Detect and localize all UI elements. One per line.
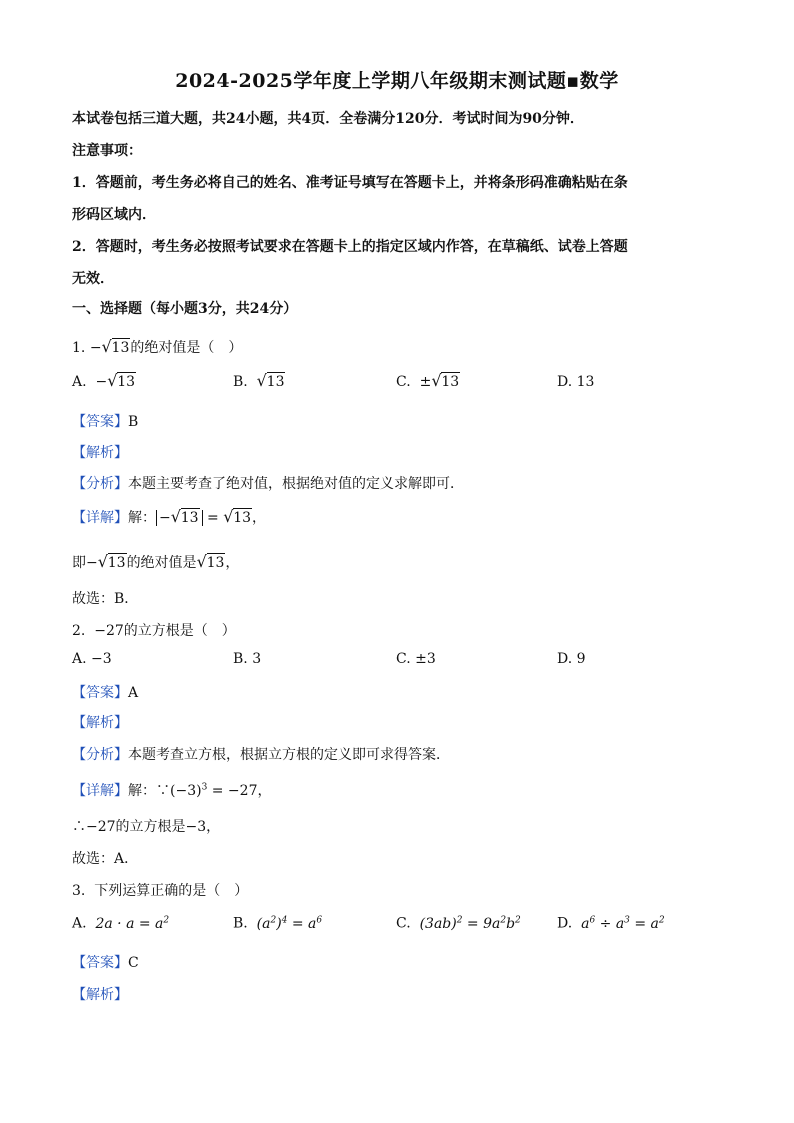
q2-detail-line-2: ∴−27的立方根是−3， <box>72 819 221 835</box>
notice-1-line-2: 形码区域内． <box>72 207 156 223</box>
q1-detail-line-2: 即−√ 13的绝对值是√ 13， <box>72 552 239 572</box>
q3-option-b: B. $(a^2)^4 = a^6$ <box>233 915 323 932</box>
q3-analysis-label: 【解析】 <box>72 987 128 1003</box>
q2-option-b: B. 3 <box>233 651 262 667</box>
q2-detail: 【详解】解：$\because(-3)^3 = -27$， <box>72 782 272 799</box>
notice-2-line-1: 2．答题时，考生务必按照考试要求在答题卡上的指定区域内作答，在草稿纸、试卷上答题 <box>72 239 628 255</box>
q2-option-a: A. −3 <box>72 651 112 667</box>
section-heading-choice: 一、选择题（每小题3分，共24分） <box>72 301 298 317</box>
question-1-stem: 1. −√ 13的绝对值是（ ） <box>72 337 242 357</box>
q1-option-a: A. −√ 13 <box>72 374 136 390</box>
q1-option-b: B. √ 13 <box>233 374 285 390</box>
q3-option-d: D. $a^6 \div a^3 = a^2$ <box>557 915 665 932</box>
q2-option-d: D. 9 <box>557 651 586 667</box>
notice-1-line-1: 1．答题前，考生务必将自己的姓名、准考证号填写在答题卡上，并将条形码准确粘贴在条 <box>72 175 628 191</box>
notice-heading: 注意事项： <box>72 143 142 159</box>
exam-intro: 本试卷包括三道大题，共24小题，共4页．全卷满分120分．考试时间为90分钟． <box>72 111 584 127</box>
q1-analysis-label: 【解析】 <box>72 445 128 461</box>
sqrt-13: √ 13 <box>103 340 131 356</box>
page-title: 2024-2025学年度上学期八年级期末测试题▪数学 <box>175 70 619 92</box>
q2-analysis: 【分析】本题考查立方根，根据立方根的定义即可求得答案． <box>72 747 450 763</box>
q1-choose: 故选：B． <box>72 591 139 607</box>
q1-analysis: 【分析】本题主要考查了绝对值，根据绝对值的定义求解即可． <box>72 476 464 492</box>
q2-analysis-label: 【解析】 <box>72 715 128 731</box>
q3-option-c: C. $(3ab)^2 = 9a^2b^2$ <box>396 915 521 932</box>
q1-detail: 【详解】解： −√ 13 = √ 13， <box>72 507 266 527</box>
absolute-value: −√ 13 <box>156 510 203 526</box>
q3-answer: 【答案】C <box>72 955 139 971</box>
question-3-stem: 3. 下列运算正确的是（ ） <box>72 883 249 899</box>
question-2-stem: 2. −27的立方根是（ ） <box>72 623 236 639</box>
q1-option-d: D. 13 <box>557 374 595 390</box>
q1-option-c: C. ±√ 13 <box>396 374 460 390</box>
q2-answer: 【答案】A <box>72 685 139 701</box>
q1-answer: 【答案】B <box>72 414 139 430</box>
q2-choose: 故选：A． <box>72 851 139 867</box>
q3-option-a: A. $2a \cdot a = a^2$ <box>72 915 170 932</box>
notice-2-line-2: 无效． <box>72 271 114 287</box>
q2-option-c: C. ±3 <box>396 651 436 667</box>
